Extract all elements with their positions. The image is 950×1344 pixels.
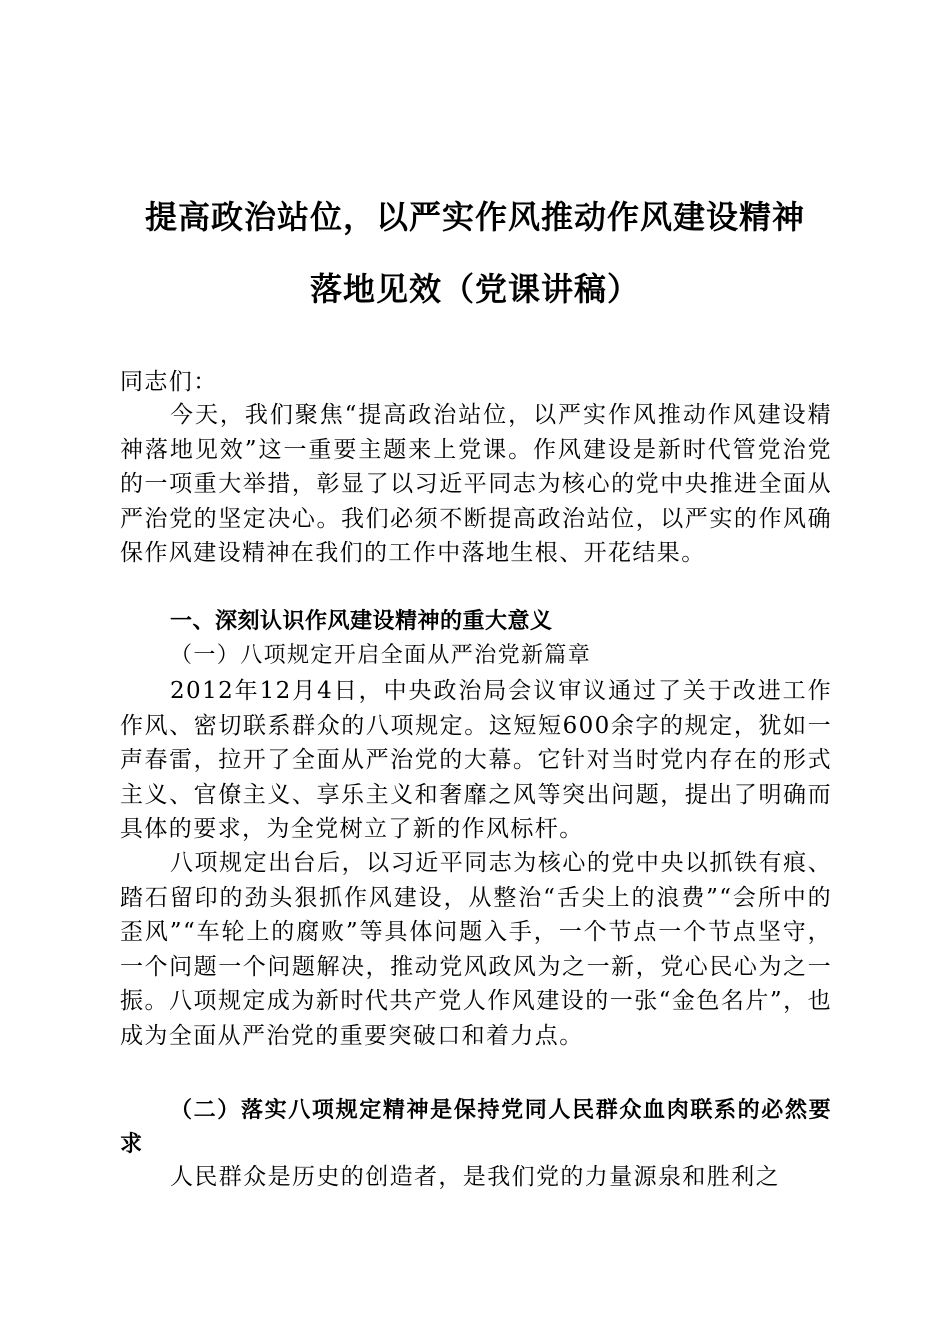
section-heading-1: 一、深刻认识作风建设精神的重大意义	[170, 609, 553, 634]
subsection-heading-1: （一）八项规定开启全面从严治党新篇章	[170, 643, 592, 668]
subsection-heading-2: （二）落实八项规定精神是保持党同人民群众血肉联系的必然要求	[120, 1097, 832, 1157]
salutation: 同志们：	[120, 369, 218, 395]
paragraph-people: 人民群众是历史的创造者，是我们党的力量源泉和胜利之	[170, 1164, 780, 1190]
paragraph-intro: 今天，我们聚焦“提高政治站位，以严实作风推动作风建设精神落地见效”这一重要主题来上党课。作风建设是新时代管党治党的一项重大举措，彰显了以习近平同志为核心的党中央推进全面从严治党的坚定决心。我们必须不断提高政治站位，以严实的作风确保作风建设精神在我们的工作中落地生根、开花结果。	[120, 402, 832, 566]
paragraph-rules-implementation: 八项规定出台后，以习近平同志为核心的党中央以抓铁有痕、踏石留印的劲头狠抓作风建设，从整治“舌尖上的浪费”“会所中的歪风”“车轮上的腐败”等具体问题入手，一个节点一个节点坚守，一个问题一个问题解决，推动党风政风为之一新，党心民心为之一振。八项规定成为新时代共产党人作风建设的一张“金色名片”，也成为全面从严治党的重要突破口和着力点。	[120, 850, 832, 1049]
paragraph-eight-rules: 2012年12月4日，中央政治局会议审议通过了关于改进工作作风、密切联系群众的八项规定。这短短600余字的规定，犹如一声春雷，拉开了全面从严治党的大幕。它针对当时党内存在的形式主义、官僚主义、享乐主义和奢靡之风等突出问题，提出了明确而具体的要求，为全党树立了新的作风标杆。	[120, 678, 832, 842]
document-title-line-2: 落地见效（党课讲稿）	[309, 270, 640, 308]
document-title-line-1: 提高政治站位，以严实作风推动作风建设精神	[144, 198, 805, 236]
